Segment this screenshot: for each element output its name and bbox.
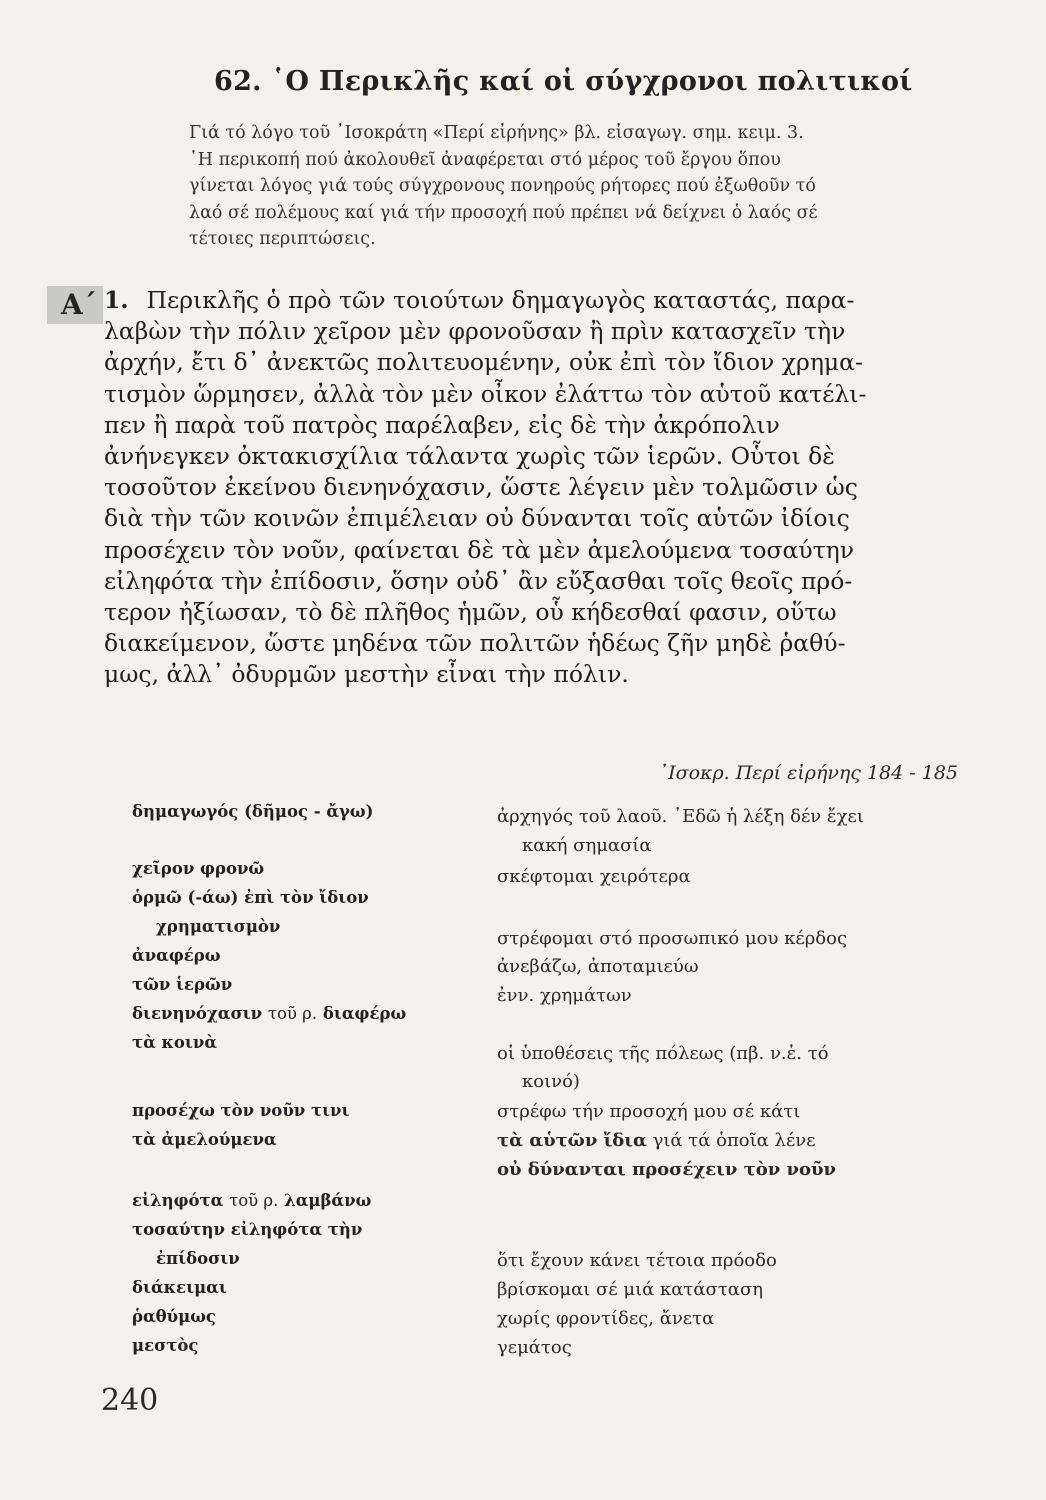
glossary-definition: ἀνεβάζω, ἀποταμιεύω (497, 956, 699, 977)
glossary-term: διάκειμαι (132, 1278, 227, 1297)
passage-line: τισμὸν ὥρμησεν, ἀλλὰ τὸν μὲν οἶκον ἐλάττω τὸν αὑτοῦ κατέλι- (104, 379, 867, 408)
glossary-term: ῥαθύμως (132, 1307, 216, 1326)
intro-line: γίνεται λόγος γιά τούς σύγχρονους πονηρούς ρήτορες πού ἐξωθοῦν τό (189, 176, 816, 196)
passage-line: διακείμενον, ὥστε μηδένα τῶν πολιτῶν ἡδέως ζῆν μηδὲ ῥαθύ- (104, 629, 846, 658)
glossary-term: τὰ κοινὰ (132, 1033, 218, 1052)
glossary-term: δημαγωγός (δῆμος - ἄγω) (132, 802, 374, 821)
intro-paragraph (189, 120, 975, 253)
intro-line: τέτοιες περιπτώσεις. (189, 229, 376, 249)
passage-line (104, 285, 974, 316)
passage-line: ἀρχήν, ἔτι δ᾿ ἀνεκτῶς πολιτευομένην, οὐκ ἐπὶ τὸν ἴδιον χρημα- (104, 348, 863, 377)
glossary-term: τῶν ἱερῶν (132, 975, 233, 994)
glossary-term-word: εἰληφότα (132, 1191, 224, 1210)
passage-line: διὰ τὴν τῶν κοινῶν ἐπιμέλειαν οὐ δύνανται τοῖς αὑτῶν ἰδίοις (104, 504, 850, 533)
glossary-term: ὁρμῶ (-άω) ἐπὶ τὸν ἴδιον (132, 888, 369, 907)
glossary-definition: κοινό) (522, 1071, 580, 1092)
glossary-term: ἐπίδοσιν (156, 1249, 240, 1268)
glossary-definition: γεμάτος (497, 1337, 572, 1358)
glossary-definition: οἱ ὑποθέσεις τῆς πόλεως (πβ. ν.ἑ. τό (497, 1043, 829, 1064)
source-citation: ᾿Ισοκρ. Περί εἰρήνης 184 - 185 (658, 762, 958, 784)
passage-line: πεν ἢ παρὰ τοῦ πατρὸς παρέλαβεν, εἰς δὲ τὴν ἀκρόπολιν (104, 410, 780, 439)
passage-line: μως, ἀλλ᾿ ὀδυρμῶν μεστὴν εἶναι τὴν πόλιν. (104, 660, 629, 689)
passage-line: τοσοῦτον ἐκείνου διενηνόχασιν, ὥστε λέγειν μὲν τολμῶσιν ὡς (104, 473, 858, 502)
passage-number: 1. (104, 286, 129, 314)
glossary-term: χρηματισμὸν (156, 917, 281, 936)
section-title: 62. ῾Ο Περικλῆς καί οἱ σύγχρονοι πολιτικοί (214, 66, 913, 97)
glossary-term: χεῖρον φρονῶ (132, 859, 265, 878)
glossary-definition-term: τὰ αὑτῶν ἴδια (497, 1130, 647, 1151)
glossary-term: τὰ ἀμελούμενα (132, 1130, 277, 1149)
glossary-term (132, 1000, 406, 1029)
glossary-definition: ὅτι ἔχουν κάνει τέτοια πρόοδο (497, 1250, 777, 1271)
glossary-definition: ἀρχηγός τοῦ λαοῦ. ᾿Εδῶ ἡ λέξη δέν ἔχει (497, 806, 864, 827)
glossary-term-note: τοῦ ρ. (267, 1004, 318, 1023)
passage-line-text: Περικλῆς ὁ πρὸ τῶν τοιούτων δημαγωγὸς καταστάς, παρα- (146, 286, 855, 314)
glossary-definition (497, 1127, 816, 1155)
glossary-term (132, 1187, 371, 1216)
glossary-definition-text: γιά τά ὁποῖα λένε (652, 1130, 816, 1151)
glossary-definition: σκέφτομαι χειρότερα (497, 866, 691, 887)
glossary-term-word: διενηνόχασιν (132, 1004, 263, 1023)
greek-passage (104, 285, 974, 691)
glossary-definition: στρέφω τήν προσοχή μου σέ κάτι (497, 1101, 801, 1122)
passage-line: λαβὼν τὴν πόλιν χεῖρον μὲν φρονοῦσαν ἢ πρὶν κατασχεῖν τὴν (104, 317, 846, 346)
glossary-term: ἀναφέρω (132, 946, 221, 965)
passage-line: προσέχειν τὸν νοῦν, φαίνεται δὲ τὰ μὲν ἀμελούμενα τοσαύτην (104, 535, 855, 564)
section-marker: Α΄ (47, 286, 103, 324)
glossary-term-note: τοῦ ρ. (229, 1191, 279, 1210)
glossary-definition: χωρίς φροντίδες, ἄνετα (497, 1308, 715, 1329)
glossary-definition: στρέφομαι στό προσωπικό μου κέρδος (497, 928, 848, 949)
glossary-definition: κακή σημασία (522, 835, 652, 856)
passage-line: ἀνήνεγκεν ὀκτακισχίλια τάλαντα χωρὶς τῶν ἱερῶν. Οὗτοι δὲ (104, 442, 835, 471)
glossary-term: τοσαύτην εἰληφότα τὴν (132, 1220, 363, 1239)
glossary-term: μεστὸς (132, 1336, 199, 1355)
glossary-definition: ἐνν. χρημάτων (497, 985, 632, 1006)
glossary-term-verb: λαμβάνω (284, 1191, 372, 1210)
glossary-definition: βρίσκομαι σέ μιά κατάσταση (497, 1279, 764, 1300)
glossary-definition: οὐ δύνανται προσέχειν τὸν νοῦν (497, 1159, 836, 1180)
intro-line: ῾Η περικοπή πού ἀκολουθεῖ ἀναφέρεται στό μέρος τοῦ ἔργου ὅπου (189, 149, 781, 170)
intro-line: λαό σέ πολέμους καί γιά τήν προσοχή πού πρέπει νά δείχνει ὁ λαός σέ (189, 202, 818, 223)
passage-line: εἰληφότα τὴν ἐπίδοσιν, ὅσην οὐδ᾿ ἂν εὔξασθαι τοῖς θεοῖς πρό- (104, 566, 853, 595)
passage-line: τερον ἠξίωσαν, τὸ δὲ πλῆθος ἡμῶν, οὗ κήδεσθαί φασιν, οὕτω (104, 598, 837, 627)
intro-line: Γιά τό λόγο τοῦ ᾿Ισοκράτη «Περί εἰρήνης» βλ. εἰσαγωγ. σημ. κειμ. 3. (189, 123, 804, 143)
glossary-term-verb: διαφέρω (322, 1004, 407, 1023)
page-number: 240 (101, 1383, 159, 1418)
glossary-term: προσέχω τὸν νοῦν τινι (132, 1101, 350, 1120)
